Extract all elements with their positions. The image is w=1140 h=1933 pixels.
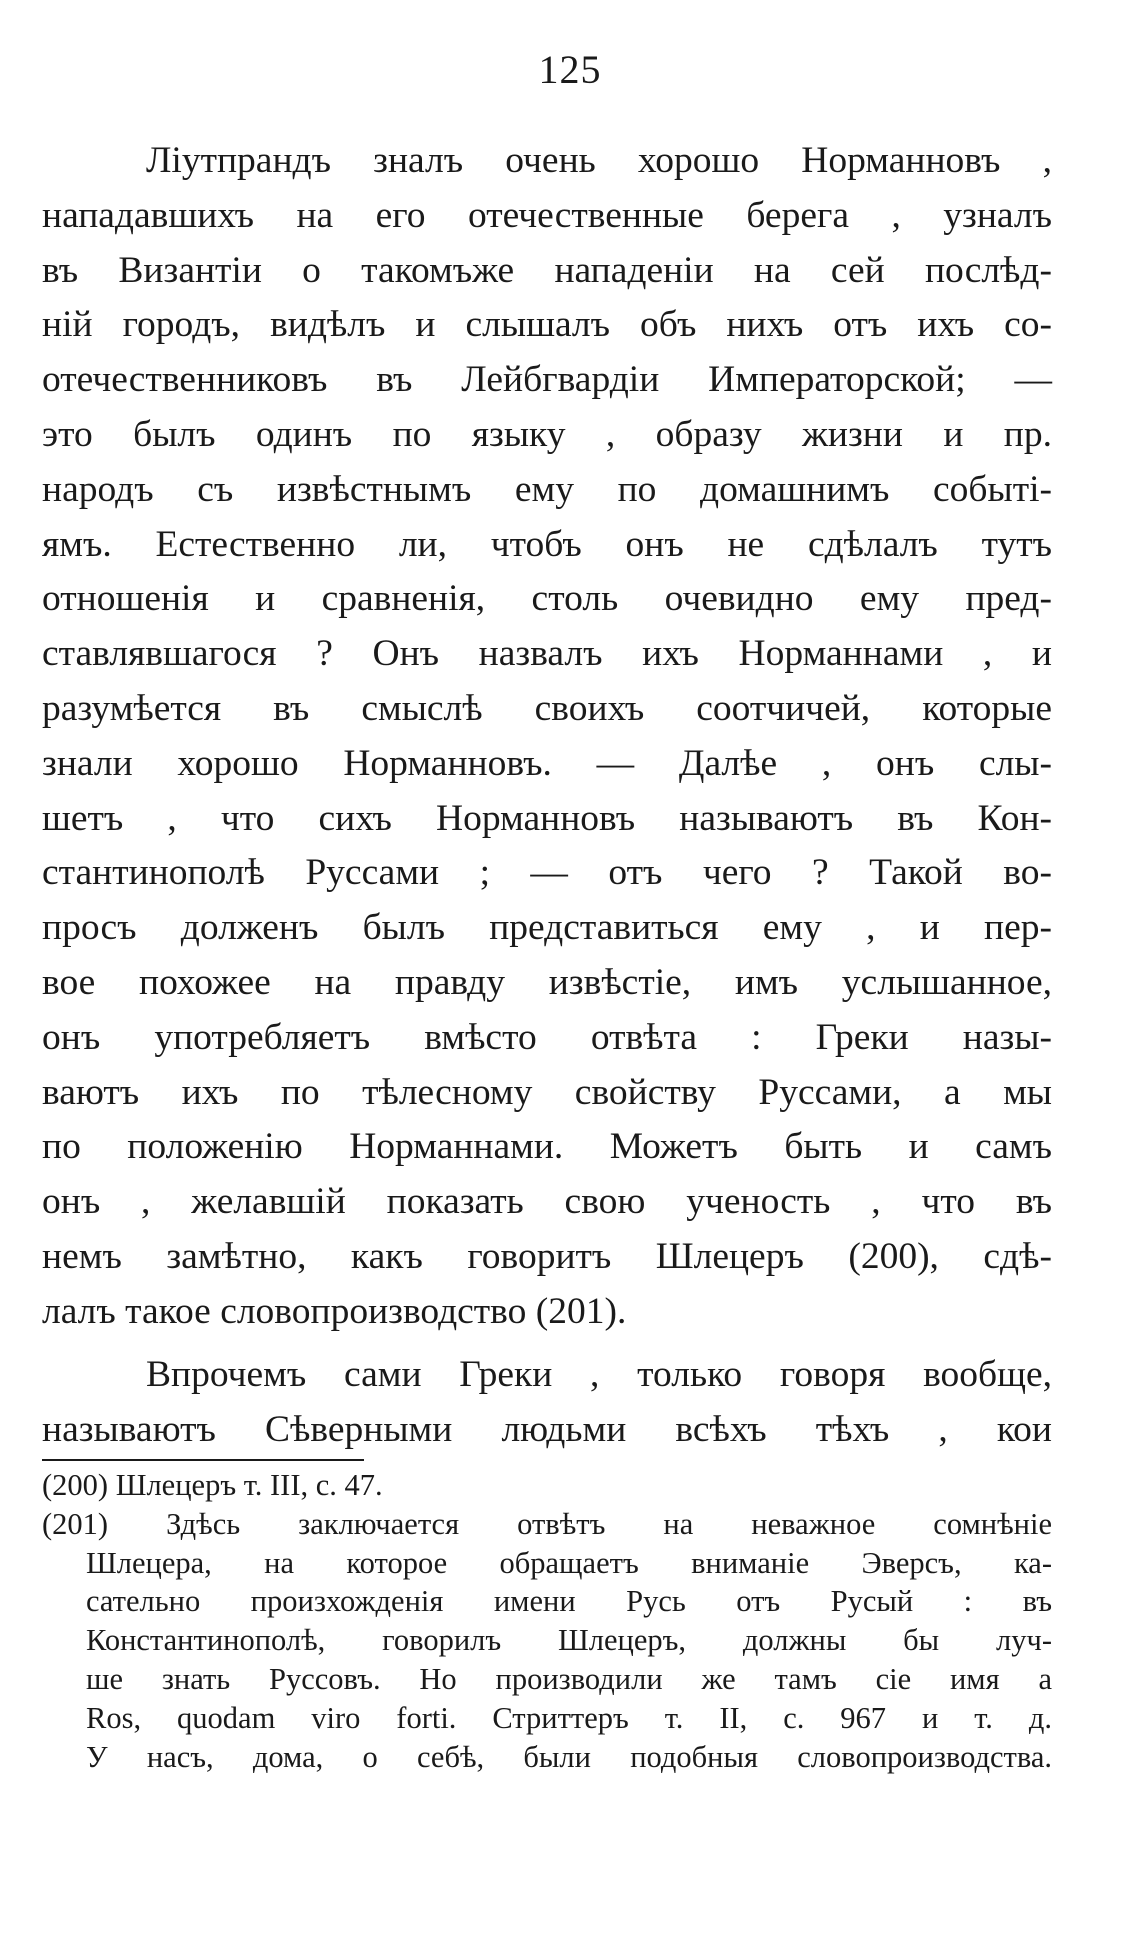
text-line: онъ , желавшій показать свою ученость , что въ xyxy=(42,1181,1052,1223)
text-line: разумѣется въ смыслѣ своихъ соотчичей, которые xyxy=(42,687,1052,729)
text-line: лалъ такое словопроизводство (201). xyxy=(42,1290,627,1332)
paragraph-1 xyxy=(42,134,1052,1340)
footnote-201-line: Шлецера, на которое обращаетъ вниманіе Эверсъ, ка- xyxy=(86,1545,1052,1580)
text-line: нападавшихъ на его отечественные берега , узналъ xyxy=(42,194,1052,236)
text-line: просъ долженъ былъ представиться ему , и пер- xyxy=(42,907,1052,949)
text-line: немъ замѣтно, какъ говоритъ Шлецеръ (200), сдѣ- xyxy=(42,1235,1052,1277)
text-line: въ Византіи о такомъже нападеніи на сей послѣд- xyxy=(42,249,1052,291)
footnote-201-line: Ros, quodam viro forti. Стриттеръ т. II, с. 967 и т. д. xyxy=(86,1700,1052,1735)
text-line: шетъ , что сихъ Норманновъ называютъ въ Кон- xyxy=(42,797,1052,839)
footnote-separator xyxy=(42,1459,364,1461)
footnote-201-line: (201) Здѣсь заключается отвѣтъ на неважное сомнѣніе xyxy=(42,1506,1052,1541)
footnotes xyxy=(42,1466,1052,1776)
paragraph-2 xyxy=(42,1348,1052,1458)
text-line: ставлявшагося ? Онъ назвалъ ихъ Норманнами , и xyxy=(42,633,1052,675)
footnote-200: (200) Шлецеръ т. III, с. 47. xyxy=(42,1468,383,1502)
text-line: ній городъ, видѣлъ и слышалъ объ нихъ отъ ихъ со- xyxy=(42,304,1052,346)
text-line: называютъ Сѣверными людьми всѣхъ тѣхъ , кои xyxy=(42,1408,1052,1450)
text-line: отечественниковъ въ Лейбгвардіи Императорской; — xyxy=(42,359,1052,401)
text-line: ямъ. Естественно ли, чтобъ онъ не сдѣлалъ тутъ xyxy=(42,523,1052,565)
footnote-201-line: Константинополѣ, говорилъ Шлецеръ, должны бы луч- xyxy=(86,1623,1052,1658)
text-line: по положенію Норманнами. Можетъ быть и самъ xyxy=(42,1126,1052,1168)
footnote-201-line: сательно произхожденія имени Русь отъ Русый : въ xyxy=(86,1584,1052,1619)
text-line: это былъ одинъ по языку , образу жизни и пр. xyxy=(42,413,1052,455)
text-line: знали хорошо Норманновъ. — Далѣе , онъ слы- xyxy=(42,742,1052,784)
text-line: вое похожее на правду извѣстіе, имъ услышанное, xyxy=(42,961,1052,1003)
text-line: Впрочемъ сами Греки , только говоря вообще, xyxy=(146,1354,1052,1395)
footnote-201-line: ше знать Руссовъ. Но производили же тамъ сіе имя а xyxy=(86,1661,1052,1696)
text-line: ваютъ ихъ по тѣлесному свойству Руссами, а мы xyxy=(42,1071,1052,1113)
text-line: стантинополѣ Руссами ; — отъ чего ? Такой во- xyxy=(42,852,1052,894)
text-line: отношенія и сравненія, столь очевидно ему пред- xyxy=(42,578,1052,620)
footnote-201-line: У насъ, дома, о себѣ, были подобныя словопроизводства. xyxy=(86,1739,1052,1774)
page-number: 125 xyxy=(538,47,602,92)
text-line: онъ употребляетъ вмѣсто отвѣта : Греки назы- xyxy=(42,1016,1052,1058)
text-line: Ліутпрандъ зналъ очень хорошо Норманновъ , xyxy=(146,140,1052,181)
text-line: народъ съ извѣстнымъ ему по домашнимъ событі- xyxy=(42,468,1052,510)
